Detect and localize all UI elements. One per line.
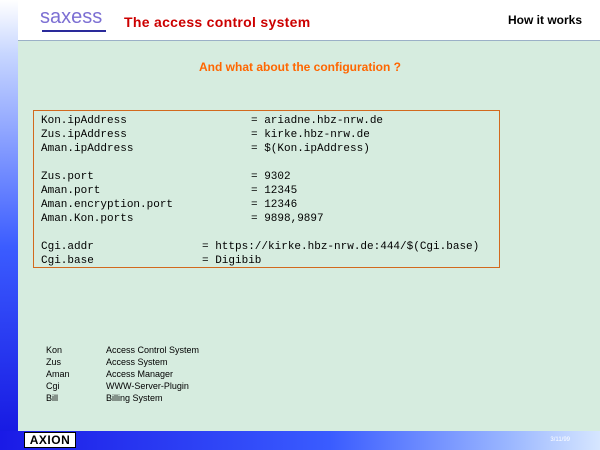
config-key: Zus.port (41, 171, 94, 183)
config-line (41, 142, 370, 156)
config-key: Cgi.addr (41, 241, 94, 253)
abbreviation-desc: WWW-Server-Plugin (106, 381, 189, 391)
logo-underline (42, 30, 106, 32)
config-value: = 9302 (251, 171, 291, 183)
config-key: Aman.port (41, 185, 101, 197)
config-line (41, 240, 480, 254)
configuration-box (33, 110, 500, 268)
abbreviation-key: Cgi (46, 381, 60, 391)
slide-subtitle: And what about the configuration ? (199, 60, 401, 74)
abbreviation-desc: Billing System (106, 393, 163, 403)
abbreviation-desc: Access Control System (106, 345, 200, 355)
footer-bar (0, 431, 600, 450)
config-key: Aman.encryption.port (41, 199, 174, 211)
config-value: = 12346 (251, 199, 298, 211)
config-line (41, 114, 384, 128)
config-key: Cgi.base (41, 255, 94, 267)
config-key: Aman.ipAddress (41, 143, 134, 155)
config-line (41, 212, 324, 226)
config-value: = Digibib (202, 255, 262, 267)
config-value: = 9898,9897 (251, 213, 324, 225)
config-value: = ariadne.hbz-nrw.de (251, 115, 384, 127)
abbreviation-key: Zus (46, 357, 62, 367)
config-key: Zus.ipAddress (41, 129, 127, 141)
slide-header (18, 0, 600, 40)
abbreviation-key: Aman (46, 369, 70, 379)
abbreviation-desc: Access Manager (106, 369, 174, 379)
header-divider (18, 40, 600, 41)
config-key: Aman.Kon.ports (41, 213, 134, 225)
slide-title: The access control system (124, 14, 311, 30)
abbreviation-key: Kon (46, 345, 63, 355)
config-value: = $(Kon.ipAddress) (251, 143, 370, 155)
config-line (41, 128, 370, 142)
saxess-logo (40, 6, 110, 32)
saxess-logo-text: saxess (40, 6, 103, 28)
section-title: How it works (507, 13, 582, 27)
config-value: = kirke.hbz-nrw.de (251, 129, 370, 141)
config-value: = https://kirke.hbz-nrw.de:444/$(Cgi.base) (202, 241, 480, 253)
config-line (41, 170, 291, 184)
axion-logo: AXION (24, 432, 76, 448)
abbreviation-desc: Access System (106, 357, 168, 367)
abbreviation-key: Bill (46, 393, 59, 403)
config-line (41, 198, 298, 212)
config-key: Kon.ipAddress (41, 115, 127, 127)
config-value: = 12345 (251, 185, 298, 197)
slide-date: 3/11/99 (550, 437, 570, 443)
config-line (41, 254, 262, 268)
config-line (41, 184, 298, 198)
